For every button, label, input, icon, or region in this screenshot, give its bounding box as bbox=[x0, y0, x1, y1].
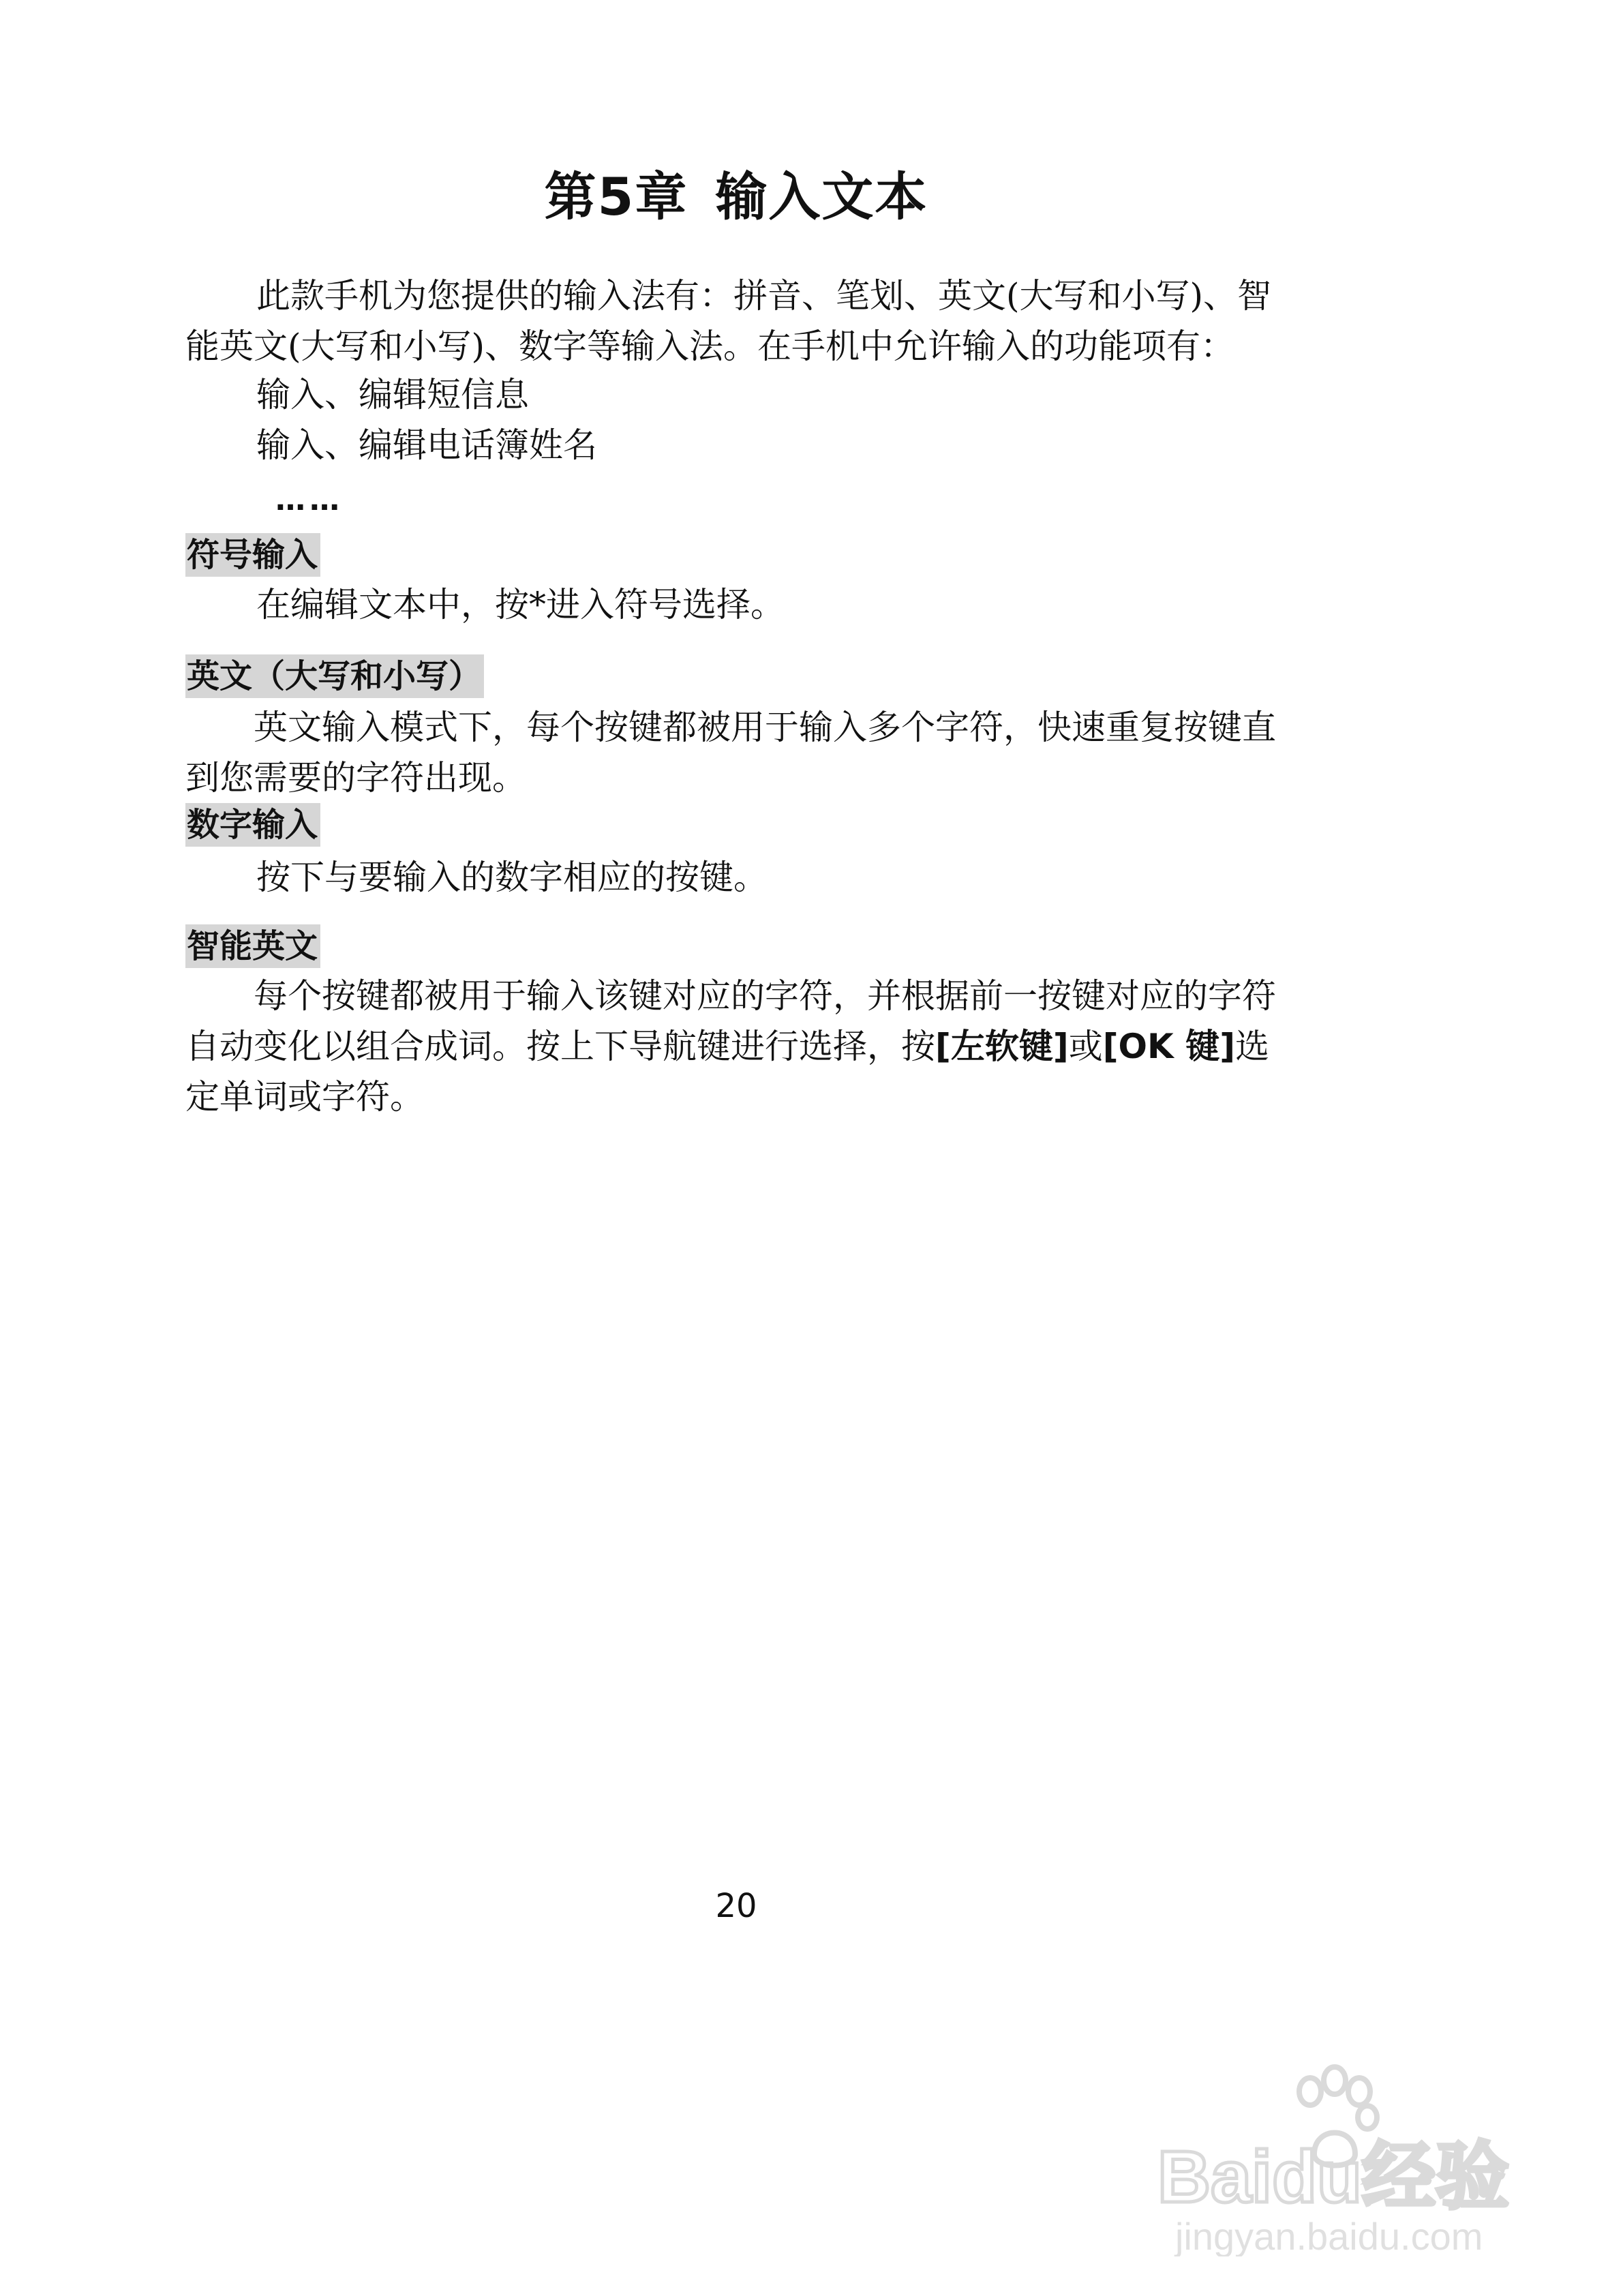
left-softkey-label: [左软键] bbox=[935, 1027, 1069, 1066]
section-body-symbol-input: 在编辑文本中，按*进入符号选择。 bbox=[256, 585, 785, 624]
chapter-title bbox=[0, 155, 1472, 230]
page-number: 20 bbox=[715, 1887, 757, 1925]
intro-item-phonebook: 输入、编辑电话簿姓名 bbox=[256, 425, 597, 465]
ok-key-label: [OK 键] bbox=[1102, 1027, 1236, 1066]
section-heading-number-input: 数字输入 bbox=[185, 803, 320, 847]
watermark-url: jingyan.baidu.com bbox=[1175, 2215, 1483, 2256]
intro-ellipsis: …… bbox=[275, 483, 344, 517]
intro-item-sms: 输入、编辑短信息 bbox=[256, 375, 529, 414]
chapter-name: 输入文本 bbox=[715, 166, 928, 227]
section-body-english: 英文输入模式下，每个按键都被用于输入多个字符，快速重复按键直到您需要的字符出现。 bbox=[185, 708, 1276, 798]
baidu-logo-text: Baidu经验 bbox=[1157, 2135, 1510, 2218]
smart-english-text-1: 每个按键都被用于输入该键对应的字符，并根据前一按键对应的字符自动变化以组合成词。按上下导航键进行选择，按 bbox=[185, 976, 1276, 1066]
section-heading-smart-english: 智能英文 bbox=[185, 924, 320, 968]
section-body-number-input: 按下与要输入的数字相应的按键。 bbox=[256, 858, 768, 897]
section-body-smart-english bbox=[185, 971, 1290, 1122]
smart-english-text-3: 选定单词或字符。 bbox=[185, 1027, 1270, 1117]
smart-english-text-2: 或 bbox=[1068, 1027, 1103, 1066]
section-heading-english: 英文（大写和小写） bbox=[185, 654, 484, 698]
baidu-jingyan-watermark bbox=[1152, 2052, 1534, 2256]
chapter-number: 第5章 bbox=[544, 166, 688, 227]
intro-paragraph: 此款手机为您提供的输入法有：拼音、笔划、英文(大写和小写)、智能英文(大写和小写)、数字等输入法。在手机中允许输入的功能项有： bbox=[185, 276, 1272, 366]
section-heading-symbol-input: 符号输入 bbox=[185, 533, 320, 577]
